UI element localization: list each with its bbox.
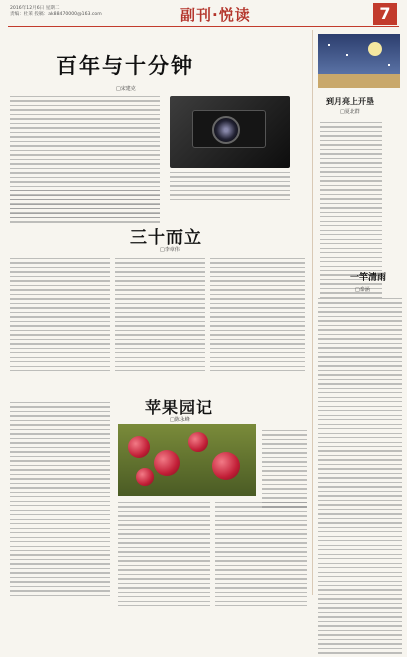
window-sill	[318, 74, 400, 88]
article-body	[210, 258, 305, 375]
article-title: 苹果园记	[145, 398, 214, 417]
page-number: 7	[373, 3, 397, 25]
star-icon	[346, 54, 348, 56]
apple-orchard-photo	[118, 424, 256, 496]
article-body	[118, 502, 210, 610]
article-byline: □李章伟	[160, 247, 180, 253]
article-body	[115, 258, 205, 375]
article-title: 一竿清雨	[350, 273, 387, 283]
masthead-meta	[10, 6, 102, 19]
article-byline: □泰涵	[355, 287, 370, 293]
article-body	[170, 172, 290, 203]
apple	[188, 432, 208, 452]
camera-lens	[212, 116, 240, 144]
article-body	[318, 298, 402, 657]
moon-icon	[368, 42, 382, 56]
moon-window-illustration	[318, 34, 400, 88]
masthead-rule	[8, 26, 399, 27]
article-body	[262, 430, 307, 511]
article-body	[10, 258, 110, 375]
article-byline: □宋建克	[116, 86, 136, 92]
article-title: 三十而立	[130, 228, 202, 248]
article-byline: □夏北群	[340, 109, 360, 115]
apple	[212, 452, 240, 480]
article-byline: □陈永峰	[170, 417, 190, 423]
apple	[128, 436, 150, 458]
camera-photo	[170, 96, 290, 168]
star-icon	[328, 44, 330, 46]
apple	[154, 450, 180, 476]
article-body	[10, 190, 160, 226]
article-body	[215, 502, 307, 610]
column-divider	[312, 30, 313, 595]
apple	[136, 468, 154, 486]
article-title: 百年与十分钟	[56, 53, 194, 78]
editor-line: 责编：杜莱 投稿：ak88470000@163.com	[10, 12, 102, 18]
section-title: 副刊·悦读	[180, 6, 251, 24]
date-line: 2016年12月6日 星期二	[10, 6, 60, 11]
article-title: 到月亮上开垦	[326, 96, 374, 106]
star-icon	[388, 64, 390, 66]
article-body	[10, 402, 110, 599]
